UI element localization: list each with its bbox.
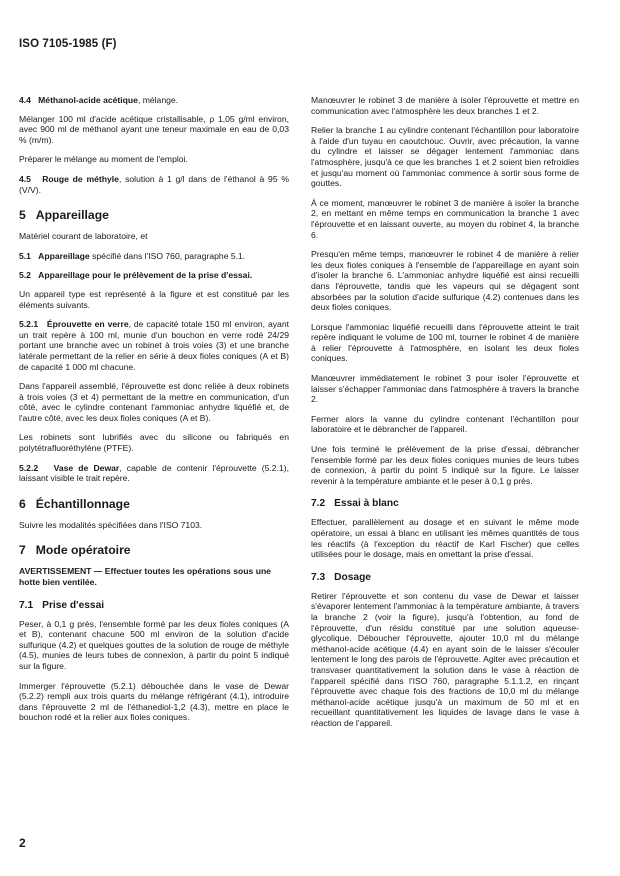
- paragraph: Manœuvrer le robinet 3 de manière à isoler l'éprouvette et mettre en communication avec l'atmosphère les deux branches 1 et 2.: [311, 95, 579, 116]
- section-5-2-heading: [19, 270, 289, 281]
- paragraph: Manœuvrer immédiatement le robinet 3 pour isoler l'éprouvette et laisser s'échapper l'ammoniac dans l'atmosphère à travers la branche 2.: [311, 373, 579, 405]
- paragraph: Peser, à 0,1 g près, l'ensemble formé par les deux fioles coniques (A et B), contenant chacune 500 ml environ de la solution d'acide sulfurique (4.2) et quelques gouttes de la solution de rouge de méthyle (4.5), munies de leurs tubes de connexion, à partir du point 5 indiqué sur la figure.: [19, 618, 289, 671]
- heading-number: 7.2: [311, 498, 326, 510]
- section-text: , capable de contenir l'éprouvette (5.2.1), laissant visible le trait repère.: [19, 462, 289, 484]
- heading-title: Essai à blanc: [334, 498, 399, 510]
- section-number: 5.1: [19, 250, 31, 261]
- section-text: spécifié dans l'ISO 760, paragraphe 5.1.: [89, 250, 246, 261]
- heading-number: 7: [19, 543, 26, 558]
- heading-number: 6: [19, 496, 26, 511]
- heading-section-7-3: [311, 572, 579, 583]
- heading-title: Mode opératoire: [35, 543, 131, 558]
- heading-title: Échantillonnage: [35, 496, 130, 511]
- section-text: , solution à 1 g/l dans de l'éthanol à 95 % (V/V).: [19, 173, 289, 195]
- section-number: 4.4: [19, 95, 31, 105]
- paragraph: Suivre les modalités spécifiées dans l'ISO 7103.: [19, 519, 203, 530]
- section-5-1: [19, 251, 289, 262]
- section-text: , de capacité totale 150 ml environ, ayant un trait repère à 100 ml, munie d'un bouchon en verre rodé 24/29 portant une branche avec un robinet à trois voies (3) et une branche latérale permettant de la relier en série à deux fioles coniques (A et B) de capacité 1 000 ml chacune.: [19, 319, 289, 372]
- paragraph: Retirer l'éprouvette et son contenu du vase de Dewar et laisser s'évaporer lentement l'ammoniac à la température ambiante, à travers la branche 2 (voir la figure), jusqu'à l'obtention, au fond de l'éprouvette, d'un résidu constitué par une solution aqueuse-glycolique. Déboucher l'éprouvette, ajouter 10,0 ml du mélange méthanol-acide acétique (4.4) en ayant soin de le laisser s'écouler lentement le long des parois de l'éprouvette. Agiter avec précaution et transvaser quantitativement la solution dans le vase à réaction de l'appareil spécifié dans l'ISO 760, paragraphe 5.1.1.2, en rinçant l'éprouvette avec chaque fois des fractions de 10,0 ml du mélange méthanol-acide acétique jusqu'à un maximum de 50 ml et en recueillant quantitativement les liquides de lavage dans le vase à réaction de l'appareil.: [311, 590, 579, 728]
- section-title: Éprouvette en verre: [46, 319, 129, 330]
- warning-notice: AVERTISSEMENT — Effectuer toutes les opérations sous une hotte bien ventilée.: [19, 566, 271, 588]
- paragraph: Relier la branche 1 au cylindre contenant l'échantillon pour laboratoire à l'aide d'un tuyau en caoutchouc. Ouvrir, avec précaution, la vanne du cylindre et laisser se dégager lentement l'ammoniac dans l'atmosphère, jusqu'à ce que les branches 1 et 2 soient bien refroidies et jusqu'au moment où l'ammoniac commence à sortir sous forme de gouttes.: [311, 125, 579, 189]
- section-title: Rouge de méthyle: [42, 173, 119, 184]
- section-4-4-heading: [19, 95, 289, 106]
- section-title: Vase de Dewar: [53, 462, 120, 473]
- paragraph: À ce moment, manœuvrer le robinet 3 de manière à isoler la branche 2, en mettant en même temps en communication la branche 1 avec l'éprouvette et en laissant ouverte, au moyen du robinet 4, la branche 6.: [311, 197, 579, 240]
- paragraph: Préparer le mélange au moment de l'emploi.: [19, 154, 188, 165]
- section-number: 5.2.1: [19, 319, 39, 330]
- heading-title: Appareillage: [35, 208, 109, 223]
- section-title: Appareillage pour le prélèvement de la prise d'essai.: [38, 270, 253, 281]
- paragraph: Mélanger 100 ml d'acide acétique cristallisable, ρ 1,05 g/ml environ, avec 900 ml de méthanol ayant une teneur maximale en eau de 0,03 % (m/m).: [19, 113, 289, 145]
- section-title-rest: , mélange.: [137, 95, 179, 105]
- document-header: ISO 7105-1985 (F): [19, 38, 117, 50]
- page-number: 2: [19, 836, 26, 850]
- paragraph: Presqu'en même temps, manœuvrer le robinet 4 de manière à relier les deux fioles coniques à l'ensemble de l'appareillage en ayant soin d'isoler la branche 6. L'ammoniac anhydre liquéfié est ainsi recueilli dans l'éprouvette, tandis que les vapeurs qui se dégagent sont absorbées par la solution d'acide sulfurique (4.2) contenues dans les deux fioles coniques.: [311, 249, 579, 313]
- section-4-5: [19, 174, 289, 195]
- heading-section-5: [19, 208, 289, 222]
- section-title: Appareillage: [38, 250, 90, 261]
- paragraph: Les robinets sont lubrifiés avec du silicone ou fabriqués en polytétrafluoréthylène (PTFE).: [19, 432, 289, 454]
- section-number: 4.5: [19, 173, 31, 184]
- heading-title: Dosage: [334, 571, 371, 583]
- paragraph: Immerger l'éprouvette (5.2.1) débouchée dans le vase de Dewar (5.2.2) rempli aux trois quarts du mélange réfrigérant (4.1), introduire dans l'éprouvette 2 ml de l'éthanediol-1,2 (4.3), mettre en place le bouchon rodé et la relier aux fioles coniques.: [19, 680, 289, 723]
- right-column: [311, 95, 579, 738]
- heading-section-6: [19, 497, 289, 511]
- paragraph: Une fois terminé le prélèvement de la prise d'essai, débrancher l'ensemble formé par les deux fioles coniques munies de leurs tubes de connexion, à partir du point 5 indiqué sur la figure. Le laisser revenir à la température ambiante et le peser à 0,1 g près.: [311, 444, 579, 486]
- heading-number: 7.1: [19, 599, 34, 611]
- heading-section-7: [19, 543, 289, 557]
- left-column: [19, 95, 289, 732]
- paragraph: Effectuer, parallèlement au dosage et en suivant le même mode opératoire, un essai à blanc en utilisant les mêmes quantités de tous les réactifs (à l'exception du réactif de Karl Fischer) que celles utilisées pour le dosage, mais en omettant la prise d'essai.: [311, 517, 579, 560]
- paragraph: Dans l'appareil assemblé, l'éprouvette est donc reliée à deux robinets à trois voies (3 et 4) permettant de la mettre en communication, d'un côté, avec le cylindre contenant l'ammoniac anhydre liquéfié et, de l'autre côté, avec les deux fioles coniques (A et B).: [19, 381, 289, 423]
- paragraph: Un appareil type est représenté à la figure et est constitué par les éléments suivants.: [19, 288, 289, 310]
- section-number: 5.2: [19, 270, 31, 281]
- heading-number: 5: [19, 208, 26, 223]
- heading-section-7-2: [311, 498, 579, 509]
- heading-section-7-1: [19, 600, 289, 611]
- paragraph: Fermer alors la vanne du cylindre contenant l'échantillon pour laboratoire et le débrancher de l'appareil.: [311, 413, 579, 435]
- section-5-2-2: [19, 463, 289, 484]
- section-number: 5.2.2: [19, 462, 39, 473]
- heading-number: 7.3: [311, 571, 326, 583]
- paragraph: Lorsque l'ammoniac liquéfié recueilli dans l'éprouvette atteint le trait repère indiquant le volume de 100 ml, tourner le robinet 4 de manière à relier l'éprouvette à l'atmosphère, en isolant les deux fioles coniques.: [311, 321, 579, 364]
- section-5-2-1: [19, 319, 289, 372]
- heading-title: Prise d'essai: [42, 599, 105, 611]
- section-title: Méthanol-acide acétique: [38, 95, 138, 105]
- paragraph: Matériel courant de laboratoire, et: [19, 231, 148, 242]
